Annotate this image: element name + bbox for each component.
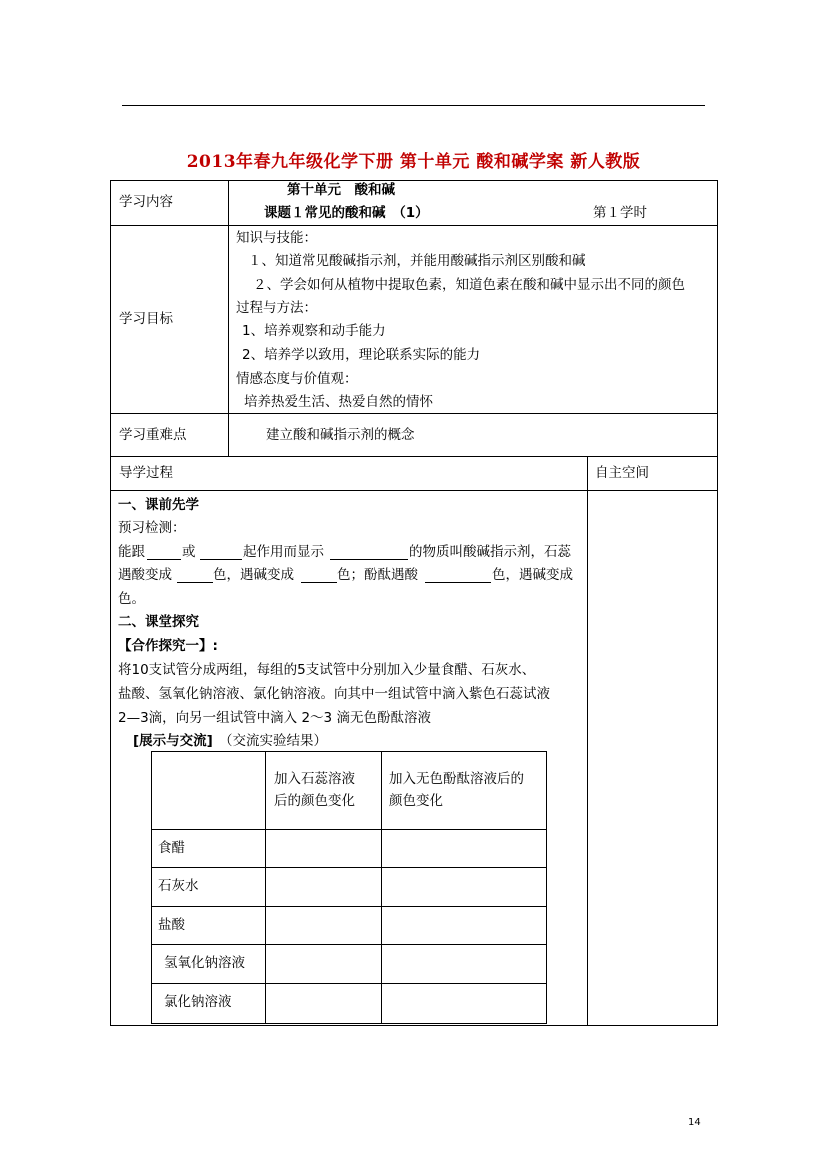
table-row-label: 氢氧化钠溶液: [164, 955, 245, 971]
goals-label: 学习目标: [119, 311, 173, 327]
row-divider: [110, 225, 718, 226]
blank-line[interactable]: [177, 582, 213, 583]
paragraph-line: 将10支试管分成两组，每组的5支试管中分别加入少量食醋、石灰水、: [118, 662, 536, 678]
column-divider: [228, 180, 229, 456]
row-divider: [151, 944, 547, 945]
table-row-label: 氯化钠溶液: [164, 994, 232, 1010]
blank-line[interactable]: [301, 582, 337, 583]
row-divider: [151, 829, 547, 830]
goal-line: 1、培养观察和动手能力: [242, 323, 386, 339]
row-divider: [110, 413, 718, 414]
goal-line: 过程与方法：: [236, 300, 317, 316]
fill-text: 能跟: [118, 544, 145, 560]
preview-label: 预习检测：: [118, 520, 186, 536]
key-text: 建立酸和碱指示剂的概念: [266, 427, 415, 443]
goal-line: ２、学会如何从植物中提取色素，知道色素在酸和碱中显示出不同的颜色: [253, 277, 685, 293]
row-divider: [110, 456, 718, 457]
table-row-label: 盐酸: [158, 917, 185, 933]
fill-text: 色，遇碱变成: [492, 567, 573, 583]
content-label: 学习内容: [119, 194, 173, 210]
explore-title: 【合作探究一】:: [118, 638, 218, 654]
blank-line[interactable]: [147, 559, 181, 560]
lesson-hours: 第１学时: [593, 205, 647, 221]
header-phenolphthalein: 颜色变化: [389, 793, 443, 809]
column-divider: [587, 456, 588, 1026]
show-title: [展示与交流]: [133, 733, 213, 749]
header-rule: [122, 105, 705, 106]
fill-text: 色。: [118, 591, 145, 607]
goal-line: 情感态度与价值观：: [236, 371, 358, 387]
table-row-label: 食醋: [158, 840, 185, 856]
fill-text: 色；酚酞遇酸: [337, 567, 418, 583]
section-title: 二、课堂探究: [118, 614, 199, 630]
page-number: 14: [688, 1117, 701, 1128]
header-litmus: 加入石蕊溶液: [274, 771, 355, 787]
fill-text: 色，遇碱变成: [213, 567, 294, 583]
fill-text: 或: [182, 544, 196, 560]
goal-line: 知识与技能：: [236, 230, 317, 246]
fill-text: 起作用而显示: [243, 544, 324, 560]
show-note: （交流实验结果）: [219, 733, 327, 749]
side-space-label: 自主空间: [595, 465, 649, 481]
goal-line: １、知道常见酸碱指示剂，并能用酸碱指示剂区别酸和碱: [248, 253, 586, 269]
lesson-title: 课题１常见的酸和碱 （1）: [264, 205, 429, 221]
blank-line[interactable]: [330, 559, 408, 560]
row-divider: [151, 906, 547, 907]
header-litmus: 后的颜色变化: [274, 793, 355, 809]
blank-line[interactable]: [425, 582, 491, 583]
process-label: 导学过程: [119, 465, 173, 481]
blank-line[interactable]: [200, 559, 242, 560]
fill-text: 遇酸变成: [118, 567, 172, 583]
row-divider: [110, 490, 718, 491]
table-row-label: 石灰水: [158, 878, 199, 894]
section-title: 一、课前先学: [118, 497, 199, 513]
row-divider: [151, 867, 547, 868]
unit-title: 第十单元 酸和碱: [287, 182, 395, 198]
goal-line: 培养热爱生活、热爱自然的情怀: [244, 394, 433, 410]
paragraph-line: 盐酸、氢氧化钠溶液、氯化钠溶液。向其中一组试管中滴入紫色石蕊试液: [118, 686, 550, 702]
key-label: 学习重难点: [119, 427, 187, 443]
header-phenolphthalein: 加入无色酚酞溶液后的: [389, 771, 524, 787]
document-title: 2013年春九年级化学下册 第十单元 酸和碱学案 新人教版: [186, 152, 641, 172]
goal-line: 2、培养学以致用，理论联系实际的能力: [242, 347, 481, 363]
fill-text: 的物质叫酸碱指示剂，石蕊: [409, 544, 571, 560]
row-divider: [151, 983, 547, 984]
paragraph-line: 2—3滴，向另一组试管中滴入 2～3 滴无色酚酞溶液: [118, 710, 431, 726]
